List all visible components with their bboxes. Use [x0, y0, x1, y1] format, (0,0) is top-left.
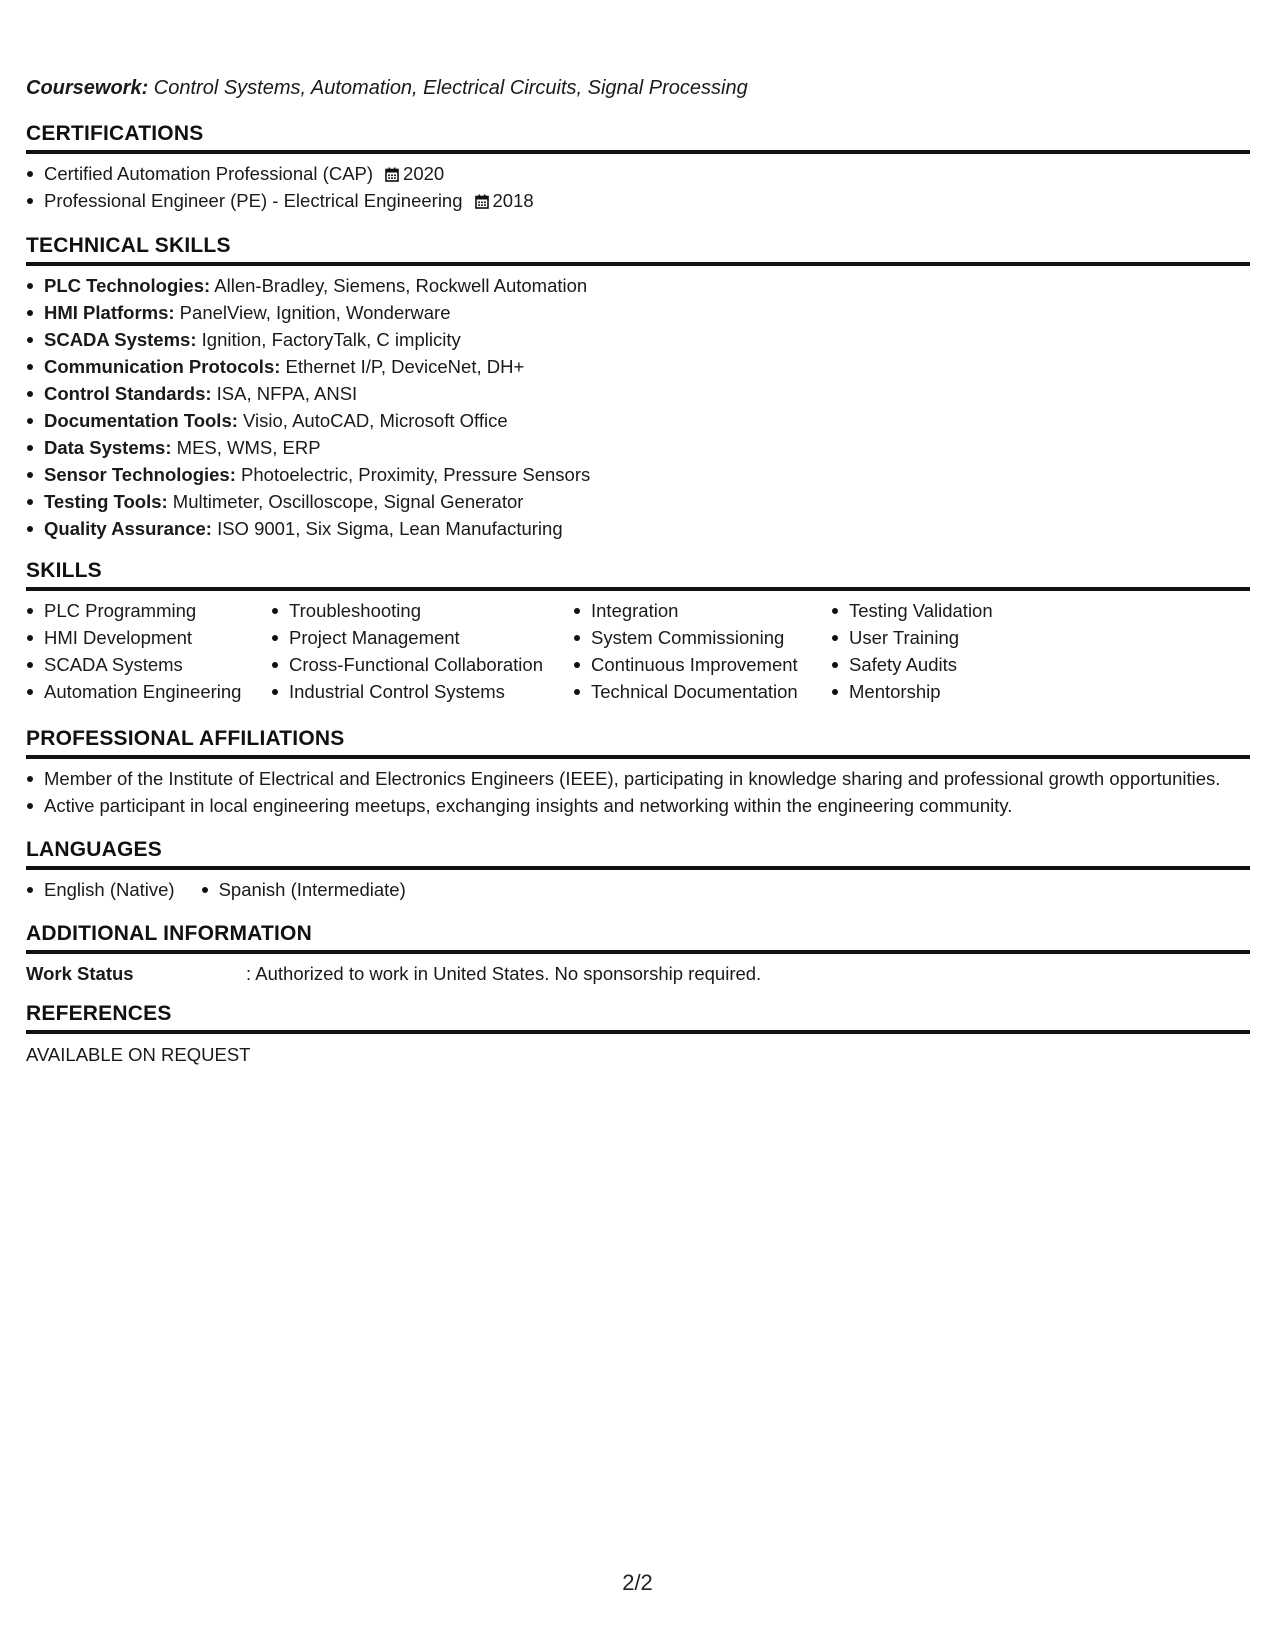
skill-item: User Training — [831, 624, 1071, 651]
skill-item: Automation Engineering — [26, 678, 271, 705]
technical-skills-title: TECHNICAL SKILLS — [26, 234, 231, 257]
certifications-title: CERTIFICATIONS — [26, 122, 204, 145]
affiliations-title: PROFESSIONAL AFFILIATIONS — [26, 727, 345, 750]
additional-info-section — [26, 920, 1250, 987]
technical-skill-label: Control Standards: — [44, 383, 212, 404]
coursework-label: Coursework: — [26, 77, 149, 99]
section-divider — [26, 262, 1250, 266]
technical-skill-item — [26, 299, 1250, 326]
certifications-list — [26, 160, 1250, 214]
technical-skill-label: Data Systems: — [44, 437, 172, 458]
languages-title: LANGUAGES — [26, 838, 162, 861]
skill-item: Cross-Functional Collaboration — [271, 651, 573, 678]
technical-skill-value: Photoelectric, Proximity, Pressure Sensors — [235, 464, 591, 485]
section-divider — [26, 866, 1250, 870]
work-status-label: Work Status — [26, 963, 134, 984]
coursework-text: Control Systems, Automation, Electrical Circuits, Signal Processing — [148, 77, 748, 99]
affiliations-list — [26, 765, 1250, 819]
certification-name: Certified Automation Professional (CAP) — [44, 163, 374, 184]
technical-skill-label: Testing Tools: — [44, 491, 168, 512]
work-status-value: : Authorized to work in United States. No sponsorship required. — [246, 963, 762, 984]
technical-skill-value: Visio, AutoCAD, Microsoft Office — [237, 410, 508, 431]
skills-list — [573, 597, 831, 705]
languages-list — [26, 876, 1250, 903]
technical-skill-value: Allen-Bradley, Siemens, Rockwell Automation — [210, 275, 588, 296]
technical-skill-label: Documentation Tools: — [44, 410, 238, 431]
references-text: AVAILABLE ON REQUEST — [26, 1044, 251, 1065]
references-title: REFERENCES — [26, 1002, 172, 1025]
technical-skill-label: Communication Protocols: — [44, 356, 281, 377]
skill-item: Safety Audits — [831, 651, 1071, 678]
technical-skill-label: SCADA Systems: — [44, 329, 197, 350]
technical-skill-value: ISO 9001, Six Sigma, Lean Manufacturing — [211, 518, 563, 539]
calendar-icon — [475, 194, 489, 209]
skill-item: Project Management — [271, 624, 573, 651]
skill-item: System Commissioning — [573, 624, 831, 651]
section-divider — [26, 755, 1250, 759]
languages-section — [26, 836, 1250, 903]
technical-skill-value: ISA, NFPA, ANSI — [211, 383, 358, 404]
technical-skill-item — [26, 380, 1250, 407]
technical-skill-label: PLC Technologies: — [44, 275, 211, 296]
technical-skill-item — [26, 515, 1250, 542]
work-status-row — [26, 960, 1250, 987]
page-number: 2/2 — [622, 1570, 653, 1595]
certification-year: 2018 — [492, 190, 534, 211]
skills-column — [271, 597, 573, 705]
references-section — [26, 1000, 1250, 1068]
technical-skill-value: Ethernet I/P, DeviceNet, DH+ — [280, 356, 525, 377]
certifications-section — [26, 120, 1250, 214]
skill-item: Industrial Control Systems — [271, 678, 573, 705]
skills-grid — [26, 597, 1250, 705]
technical-skill-label: Sensor Technologies: — [44, 464, 236, 485]
technical-skill-item — [26, 272, 1250, 299]
technical-skills-section — [26, 232, 1250, 542]
skill-item: Integration — [573, 597, 831, 624]
skill-item: Technical Documentation — [573, 678, 831, 705]
technical-skills-list — [26, 272, 1250, 542]
skills-column — [831, 597, 1071, 705]
technical-skill-item — [26, 326, 1250, 353]
technical-skill-value: PanelView, Ignition, Wonderware — [174, 302, 451, 323]
calendar-icon — [385, 167, 399, 182]
affiliation-item: Active participant in local engineering meetups, exchanging insights and networking within the engineering community. — [26, 792, 1250, 819]
skills-section — [26, 557, 1250, 705]
technical-skill-item — [26, 488, 1250, 515]
affiliation-item: Member of the Institute of Electrical and Electronics Engineers (IEEE), participating in knowledge sharing and professional growth opportunities. — [26, 765, 1250, 792]
additional-info-title: ADDITIONAL INFORMATION — [26, 922, 312, 945]
skill-item: Troubleshooting — [271, 597, 573, 624]
skill-item: Continuous Improvement — [573, 651, 831, 678]
skills-title: SKILLS — [26, 559, 102, 582]
certification-name: Professional Engineer (PE) - Electrical Engineering — [44, 190, 463, 211]
skill-item: Mentorship — [831, 678, 1071, 705]
section-divider — [26, 150, 1250, 154]
skill-item: Testing Validation — [831, 597, 1071, 624]
coursework-line — [26, 77, 748, 100]
certification-item — [26, 160, 1250, 187]
language-item: Spanish (Intermediate) — [201, 876, 406, 903]
technical-skill-item — [26, 407, 1250, 434]
section-divider — [26, 587, 1250, 591]
skills-list — [831, 597, 1071, 705]
skills-column — [26, 597, 271, 705]
technical-skill-item — [26, 353, 1250, 380]
certification-item — [26, 187, 1250, 214]
technical-skill-item — [26, 461, 1250, 488]
technical-skill-value: Multimeter, Oscilloscope, Signal Generator — [167, 491, 524, 512]
skill-item: PLC Programming — [26, 597, 271, 624]
skills-column — [573, 597, 831, 705]
section-divider — [26, 950, 1250, 954]
skills-list — [271, 597, 573, 705]
technical-skill-value: Ignition, FactoryTalk, C implicity — [196, 329, 461, 350]
skill-item: HMI Development — [26, 624, 271, 651]
certification-year: 2020 — [403, 163, 445, 184]
technical-skill-item — [26, 434, 1250, 461]
language-item: English (Native) — [26, 876, 175, 903]
section-divider — [26, 1030, 1250, 1034]
affiliations-section — [26, 725, 1250, 819]
skills-list — [26, 597, 271, 705]
technical-skill-value: MES, WMS, ERP — [171, 437, 321, 458]
technical-skill-label: HMI Platforms: — [44, 302, 175, 323]
technical-skill-label: Quality Assurance: — [44, 518, 212, 539]
skill-item: SCADA Systems — [26, 651, 271, 678]
